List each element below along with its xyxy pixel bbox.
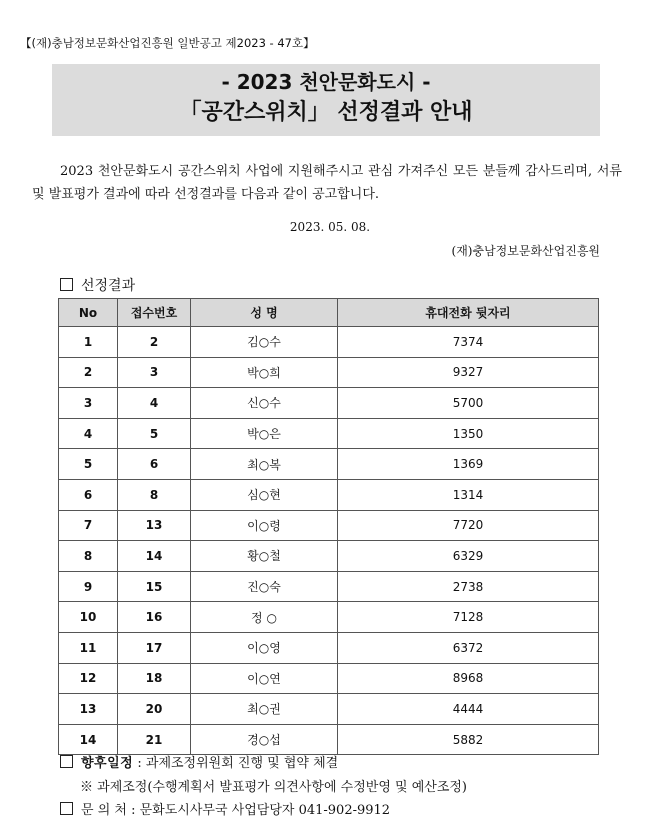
cell-no: 14 xyxy=(59,724,118,755)
schedule-text: : 과제조정위원회 진행 및 협약 체결 xyxy=(137,756,339,771)
header-receipt-number: 접수번호 xyxy=(118,299,191,327)
header-phone-last-digits: 휴대전화 뒷자리 xyxy=(338,299,599,327)
cell-receipt-number: 21 xyxy=(118,724,191,755)
cell-name: 황○철 xyxy=(191,541,338,572)
cell-no: 9 xyxy=(59,571,118,602)
table-header-row xyxy=(59,299,599,327)
title-line-2: 「공간스위치」 선정결과 안내 xyxy=(179,100,473,125)
cell-name: 최○복 xyxy=(191,449,338,480)
intro-paragraph: 2023 천안문화도시 공간스위치 사업에 지원해주시고 관심 가져주신 모든 분들께 감사드리며, 서류 및 발표평가 결과에 따라 선정결과를 다음과 같이 공고합니다. xyxy=(32,164,622,202)
announcement-date: 2023. 05. 08. xyxy=(289,220,371,234)
table-row xyxy=(59,357,599,388)
cell-receipt-number: 5 xyxy=(118,418,191,449)
cell-receipt-number: 14 xyxy=(118,541,191,572)
cell-name: 박○희 xyxy=(191,357,338,388)
cell-name: 심○현 xyxy=(191,479,338,510)
cell-name: 진○숙 xyxy=(191,571,338,602)
table-row xyxy=(59,632,599,663)
cell-name: 최○권 xyxy=(191,694,338,725)
cell-no: 6 xyxy=(59,479,118,510)
cell-name: 김○수 xyxy=(191,327,338,358)
checkbox-square-icon xyxy=(60,802,73,815)
organization-name: (재)충남정보문화산업진흥원 xyxy=(451,244,600,258)
cell-receipt-number: 2 xyxy=(118,327,191,358)
cell-receipt-number: 20 xyxy=(118,694,191,725)
schedule-note: ※ 과제조정(수행계획서 발표평가 의견사항에 수정반영 및 예산조정) xyxy=(80,780,468,795)
table-row xyxy=(59,541,599,572)
cell-receipt-number: 8 xyxy=(118,479,191,510)
cell-no: 3 xyxy=(59,388,118,419)
cell-no: 12 xyxy=(59,663,118,694)
header-name: 성 명 xyxy=(191,299,338,327)
cell-phone: 2738 xyxy=(338,571,599,602)
table-row xyxy=(59,663,599,694)
title-line-1: - 2023 천안문화도시 - xyxy=(221,70,431,94)
cell-phone: 4444 xyxy=(338,694,599,725)
cell-phone: 5882 xyxy=(338,724,599,755)
cell-no: 2 xyxy=(59,357,118,388)
schedule-label: 향후일정 xyxy=(81,756,134,771)
table-row xyxy=(59,479,599,510)
table-row xyxy=(59,510,599,541)
cell-receipt-number: 6 xyxy=(118,449,191,480)
cell-phone: 5700 xyxy=(338,388,599,419)
notice-number: 【(재)충남정보문화산업진흥원 일반공고 제2023 - 47호】 xyxy=(20,36,315,50)
cell-no: 13 xyxy=(59,694,118,725)
title-banner xyxy=(52,64,600,136)
cell-no: 1 xyxy=(59,327,118,358)
table-row xyxy=(59,694,599,725)
cell-phone: 6372 xyxy=(338,632,599,663)
header-no: No xyxy=(59,299,118,327)
cell-no: 8 xyxy=(59,541,118,572)
cell-name: 이○영 xyxy=(191,632,338,663)
cell-phone: 7720 xyxy=(338,510,599,541)
table-row xyxy=(59,571,599,602)
cell-no: 10 xyxy=(59,602,118,633)
table-row xyxy=(59,327,599,358)
table-row xyxy=(59,388,599,419)
cell-no: 7 xyxy=(59,510,118,541)
cell-receipt-number: 18 xyxy=(118,663,191,694)
table-row xyxy=(59,602,599,633)
cell-no: 11 xyxy=(59,632,118,663)
table-row xyxy=(59,724,599,755)
cell-receipt-number: 3 xyxy=(118,357,191,388)
cell-phone: 7374 xyxy=(338,327,599,358)
cell-receipt-number: 15 xyxy=(118,571,191,602)
table-row xyxy=(59,449,599,480)
cell-phone: 1350 xyxy=(338,418,599,449)
cell-name: 정 ○ xyxy=(191,602,338,633)
contact-text: : 문화도시사무국 사업담당자 041-902-9912 xyxy=(131,803,391,818)
cell-phone: 9327 xyxy=(338,357,599,388)
cell-no: 5 xyxy=(59,449,118,480)
cell-phone: 8968 xyxy=(338,663,599,694)
section-title-results xyxy=(60,275,135,295)
cell-receipt-number: 13 xyxy=(118,510,191,541)
cell-phone: 6329 xyxy=(338,541,599,572)
table-row xyxy=(59,418,599,449)
cell-phone: 1369 xyxy=(338,449,599,480)
cell-name: 이○령 xyxy=(191,510,338,541)
results-table xyxy=(58,298,599,755)
cell-no: 4 xyxy=(59,418,118,449)
cell-receipt-number: 4 xyxy=(118,388,191,419)
cell-phone: 1314 xyxy=(338,479,599,510)
cell-receipt-number: 17 xyxy=(118,632,191,663)
cell-name: 신○수 xyxy=(191,388,338,419)
cell-name: 박○은 xyxy=(191,418,338,449)
contact-label: 문 의 처 xyxy=(81,803,127,818)
cell-name: 경○섭 xyxy=(191,724,338,755)
checkbox-square-icon xyxy=(60,278,73,291)
section-title-text: 선정결과 xyxy=(81,278,136,294)
contact-line xyxy=(60,799,390,818)
cell-receipt-number: 16 xyxy=(118,602,191,633)
schedule-line xyxy=(60,752,338,771)
checkbox-square-icon xyxy=(60,755,73,768)
cell-phone: 7128 xyxy=(338,602,599,633)
cell-name: 이○연 xyxy=(191,663,338,694)
